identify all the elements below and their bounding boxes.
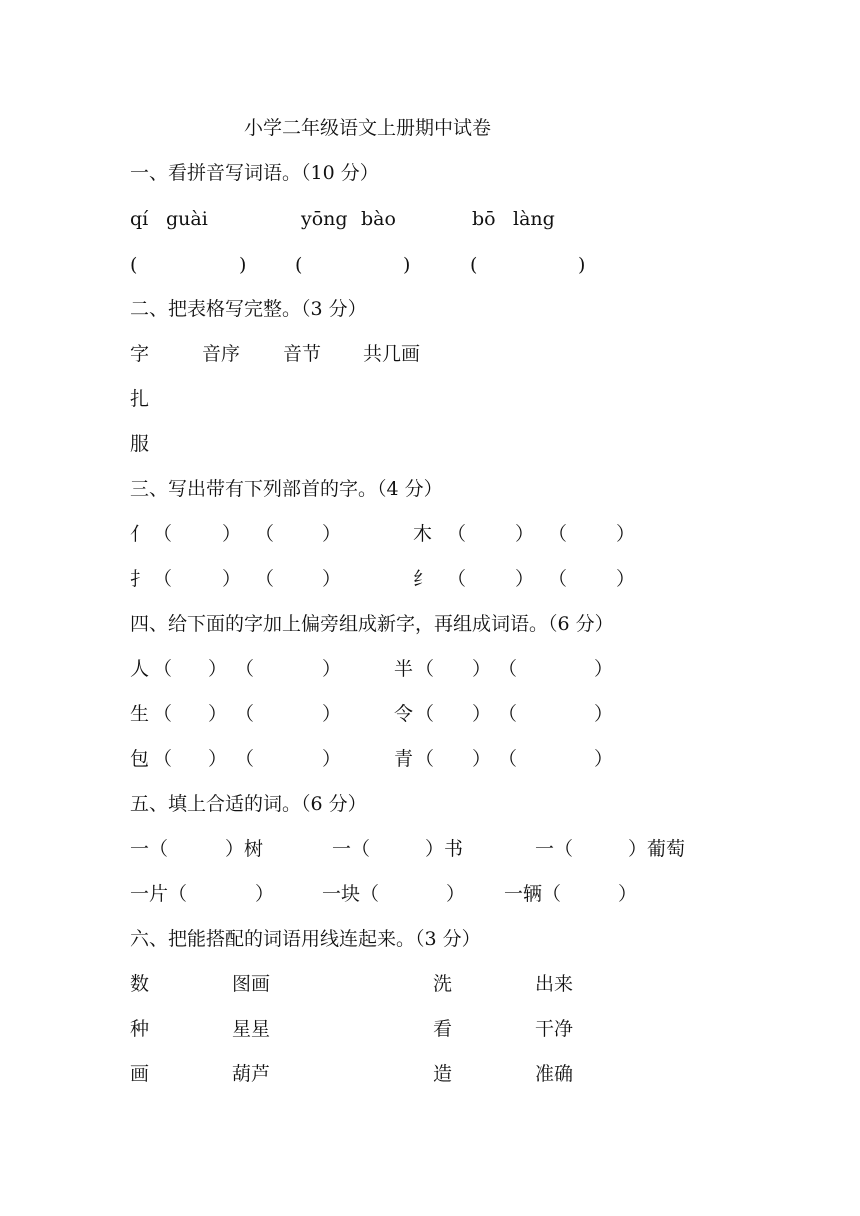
close-bracket: ） xyxy=(222,523,242,545)
open-bracket: （ xyxy=(235,748,255,770)
open-bracket: （ xyxy=(498,748,518,770)
radical: 木 xyxy=(413,523,433,545)
match-word: 干净 xyxy=(535,1018,574,1040)
phrase-start: 一辆（ xyxy=(504,883,562,905)
open-bracket: （ xyxy=(153,523,173,545)
section-6-heading: 六、把能搭配的词语用线连起来。（3 分） xyxy=(130,928,481,950)
close-bracket: ） xyxy=(208,748,228,770)
pinyin-syllable: guài xyxy=(166,208,208,230)
base-character: 人 xyxy=(130,658,150,680)
open-bracket: ( xyxy=(295,254,303,276)
open-bracket: （ xyxy=(153,703,173,725)
open-bracket: （ xyxy=(548,568,568,590)
open-bracket: （ xyxy=(415,748,435,770)
match-word: 洗 xyxy=(433,973,453,995)
table-header: 音节 xyxy=(283,343,322,365)
table-header: 字 xyxy=(130,343,150,365)
open-bracket: （ xyxy=(415,703,435,725)
open-bracket: （ xyxy=(153,748,173,770)
close-bracket: ） xyxy=(208,658,228,680)
base-character: 半 xyxy=(394,658,414,680)
phrase-start: 一（ xyxy=(332,838,371,860)
close-bracket: ） xyxy=(322,658,342,680)
phrase-start: 一（ xyxy=(535,838,574,860)
close-bracket: ） xyxy=(616,568,636,590)
section-4-heading: 四、给下面的字加上偏旁组成新字，再组成词语。（6 分） xyxy=(130,613,614,635)
section-1-heading: 一、看拼音写词语。（10 分） xyxy=(130,162,379,184)
open-bracket: （ xyxy=(153,568,173,590)
close-bracket: ) xyxy=(578,254,586,276)
pinyin-syllable: yōng xyxy=(301,208,348,230)
close-bracket: ） xyxy=(515,523,535,545)
table-row: 扎 xyxy=(130,388,150,410)
open-bracket: （ xyxy=(498,658,518,680)
base-character: 令 xyxy=(394,703,414,725)
radical: 纟 xyxy=(413,568,433,590)
table-header: 音序 xyxy=(202,343,241,365)
close-bracket: ） xyxy=(616,523,636,545)
section-3-heading: 三、写出带有下列部首的字。（4 分） xyxy=(130,478,443,500)
match-word: 看 xyxy=(433,1018,453,1040)
match-word: 星星 xyxy=(232,1018,271,1040)
close-bracket: ） xyxy=(322,748,342,770)
phrase-start: 一（ xyxy=(130,838,169,860)
open-bracket: （ xyxy=(548,523,568,545)
open-bracket: ( xyxy=(130,254,138,276)
table-header: 共几画 xyxy=(363,343,421,365)
close-bracket: ） xyxy=(594,748,614,770)
phrase-start: 一片（ xyxy=(130,883,188,905)
radical: 亻 xyxy=(130,523,150,545)
open-bracket: （ xyxy=(235,703,255,725)
close-bracket: ） xyxy=(322,568,342,590)
close-bracket: ） xyxy=(594,658,614,680)
open-bracket: （ xyxy=(447,523,467,545)
phrase-end: ）书 xyxy=(425,838,464,860)
match-word: 准确 xyxy=(535,1063,574,1085)
section-5-heading: 五、填上合适的词。（6 分） xyxy=(130,793,367,815)
open-bracket: ( xyxy=(470,254,478,276)
phrase-end: ）葡萄 xyxy=(628,838,686,860)
base-character: 青 xyxy=(394,748,414,770)
open-bracket: （ xyxy=(255,568,275,590)
pinyin-syllable: bào xyxy=(361,208,396,230)
close-bracket: ） xyxy=(472,748,492,770)
section-2-heading: 二、把表格写完整。（3 分） xyxy=(130,298,367,320)
close-bracket: ） xyxy=(472,658,492,680)
open-bracket: （ xyxy=(235,658,255,680)
phrase-start: 一块（ xyxy=(322,883,380,905)
pinyin-syllable: qí xyxy=(130,208,149,230)
close-bracket: ） xyxy=(322,703,342,725)
open-bracket: （ xyxy=(447,568,467,590)
close-bracket: ) xyxy=(239,254,247,276)
match-word: 造 xyxy=(433,1063,453,1085)
base-character: 包 xyxy=(130,748,150,770)
radical: 扌 xyxy=(130,568,150,590)
page-title: 小学二年级语文上册期中试卷 xyxy=(244,117,492,139)
close-bracket: ） xyxy=(594,703,614,725)
match-word: 图画 xyxy=(232,973,271,995)
base-character: 生 xyxy=(130,703,150,725)
open-bracket: （ xyxy=(415,658,435,680)
close-bracket: ） xyxy=(222,568,242,590)
open-bracket: （ xyxy=(255,523,275,545)
pinyin-syllable: bō xyxy=(472,208,496,230)
phrase-end: ） xyxy=(618,883,638,905)
table-row: 服 xyxy=(130,433,150,455)
close-bracket: ） xyxy=(322,523,342,545)
close-bracket: ） xyxy=(515,568,535,590)
open-bracket: （ xyxy=(153,658,173,680)
pinyin-syllable: làng xyxy=(513,208,555,230)
phrase-end: ）树 xyxy=(225,838,264,860)
match-word: 种 xyxy=(130,1018,150,1040)
match-word: 数 xyxy=(130,973,150,995)
phrase-end: ） xyxy=(446,883,466,905)
open-bracket: （ xyxy=(498,703,518,725)
close-bracket: ) xyxy=(403,254,411,276)
close-bracket: ） xyxy=(208,703,228,725)
match-word: 画 xyxy=(130,1063,150,1085)
match-word: 葫芦 xyxy=(232,1063,271,1085)
match-word: 出来 xyxy=(535,973,574,995)
close-bracket: ） xyxy=(472,703,492,725)
phrase-end: ） xyxy=(255,883,275,905)
